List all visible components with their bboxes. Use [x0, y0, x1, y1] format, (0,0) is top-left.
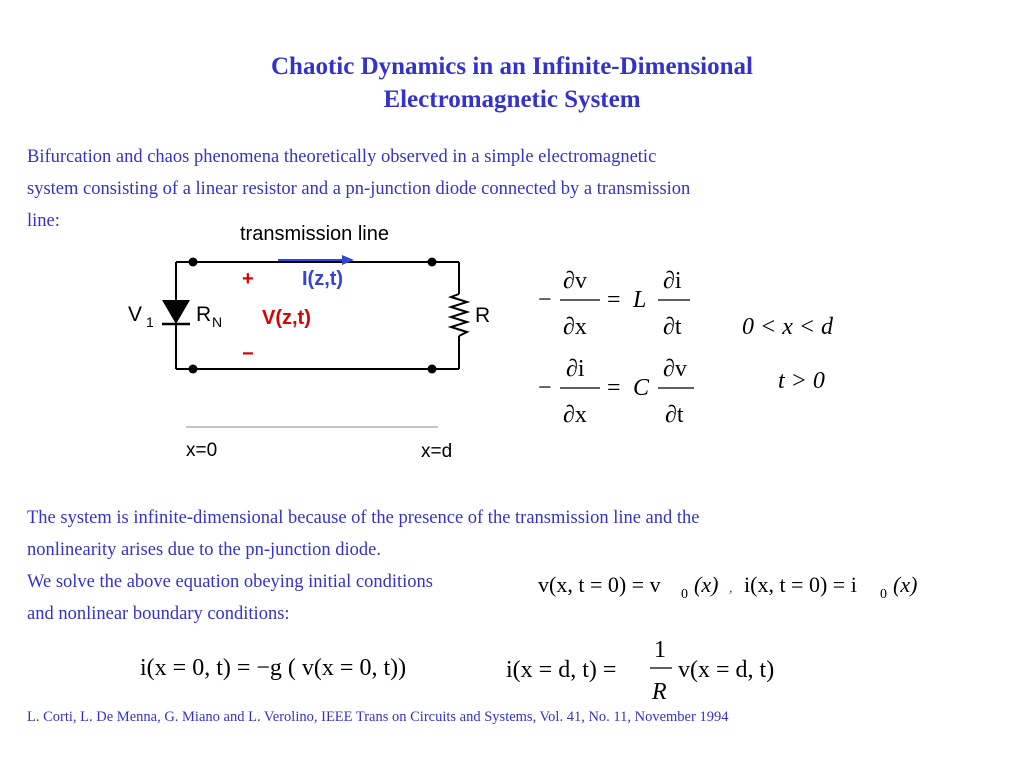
rn-label: R	[196, 303, 212, 326]
voltage-label: V(z,t)	[262, 307, 311, 329]
source-v-subscript: 1	[146, 314, 154, 330]
title-line-2: Electromagnetic System	[383, 86, 641, 113]
ic-i-arg: (x)	[893, 572, 918, 597]
eq1-num-left: ∂v	[563, 268, 587, 294]
ic-v-sub: 0	[681, 587, 688, 602]
eq1-num-right: ∂i	[663, 268, 682, 294]
citation: L. Corti, L. De Menna, G. Miano and L. Verolino, IEEE Trans on Circuits and Systems, Vol. 41, No. 11, November 1994	[27, 709, 729, 725]
ic-v-arg: (x)	[694, 572, 719, 597]
x0-label: x=0	[186, 440, 218, 461]
eq1-coef: L	[633, 287, 647, 313]
minus-label: −	[242, 343, 254, 365]
domain-t: t > 0	[778, 368, 825, 394]
transmission-line-label: transmission line	[240, 223, 389, 245]
bc-left: i(x = 0, t) = −g ( v(x = 0, t))	[140, 655, 407, 681]
eq1-den-left: ∂x	[563, 314, 587, 340]
eq2-minus: −	[538, 375, 552, 401]
bc-right-num: 1	[654, 637, 666, 663]
bc-right-rhs: v(x = d, t)	[678, 657, 775, 683]
current-label: I(z,t)	[302, 268, 344, 290]
intro-line-3: line:	[27, 211, 60, 231]
body-line-1: The system is infinite-dimensional because of the presence of the transmission line and the	[27, 508, 700, 528]
plus-label: +	[242, 268, 254, 290]
source-v-label: V	[128, 303, 143, 326]
eq2-den-left: ∂x	[563, 402, 587, 428]
rn-subscript: N	[212, 314, 223, 330]
r-label: R	[475, 304, 491, 327]
ic-comma: ,	[729, 581, 733, 596]
ic-i-part: i(x, t = 0) = i	[744, 572, 857, 597]
title-line-1: Chaotic Dynamics in an Infinite-Dimensional	[271, 53, 753, 80]
eq2-num-left: ∂i	[566, 356, 585, 382]
xd-label: x=d	[421, 441, 453, 462]
eq2-coef: C	[633, 375, 650, 401]
eq1-minus: −	[538, 287, 552, 313]
ic-i-sub: 0	[880, 587, 887, 602]
eq2-equals: =	[607, 375, 621, 401]
bc-right-den: R	[652, 679, 667, 705]
eq1-equals: =	[607, 287, 621, 313]
bc-right-lhs: i(x = d, t) =	[506, 657, 617, 683]
eq1-den-right: ∂t	[663, 314, 682, 340]
ic-v-part: v(x, t = 0) = v	[538, 572, 661, 597]
intro-line-1: Bifurcation and chaos phenomena theoretically observed in a simple electromagnetic	[27, 147, 657, 167]
intro-line-2: system consisting of a linear resistor and a pn-junction diode connected by a transmission	[27, 179, 691, 199]
body-line-3: We solve the above equation obeying initial conditions	[27, 572, 433, 592]
eq2-den-right: ∂t	[665, 402, 684, 428]
domain-x: 0 < x < d	[742, 314, 834, 340]
eq2-num-right: ∂v	[663, 356, 687, 382]
body-line-4: and nonlinear boundary conditions:	[27, 604, 290, 624]
body-line-2: nonlinearity arises due to the pn-junction diode.	[27, 540, 381, 560]
